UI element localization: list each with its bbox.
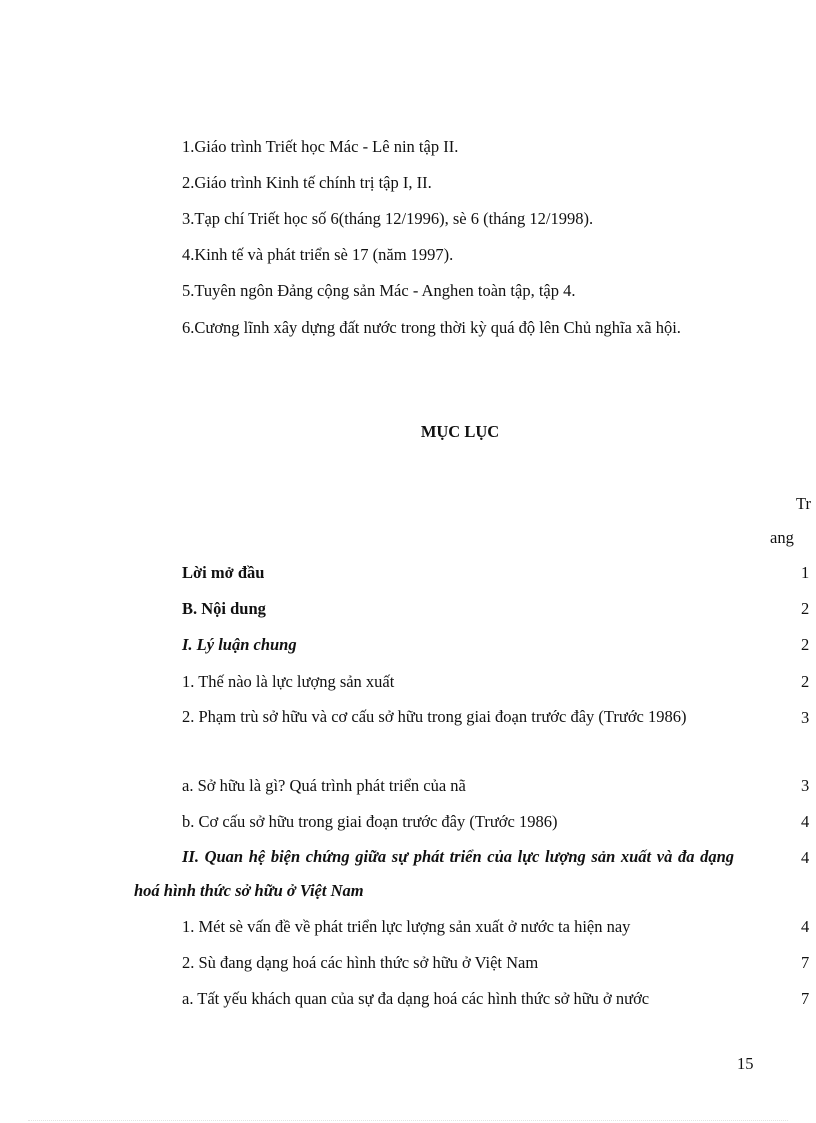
reference-item: 1.Giáo trình Triết học Mác - Lê nin tập II. — [182, 137, 459, 156]
toc-page-header: Tr — [796, 494, 811, 513]
toc-entry: 2. Phạm trù sở hữu và cơ cấu sở hữu trong giai đoạn trước đây (Trước 1986) — [182, 707, 687, 726]
toc-page-header: ang — [770, 528, 794, 547]
toc-entry: B. Nội dung — [182, 599, 266, 618]
toc-title: MỤC LỤC — [420, 422, 500, 441]
toc-entry: I. Lý luận chung — [182, 635, 297, 654]
toc-entry-page: 2 — [801, 599, 810, 618]
toc-entry-page: 2 — [801, 635, 810, 654]
toc-entry-page: 4 — [801, 917, 810, 936]
toc-entry: Lời mở đầu — [182, 563, 265, 582]
toc-entry-page: 7 — [801, 953, 810, 972]
toc-entry: b. Cơ cấu sở hữu trong giai đoạn trước đây (Trước 1986) — [182, 812, 558, 831]
reference-item: 3.Tạp chí Triết học số 6(tháng 12/1996), sè 6 (tháng 12/1998). — [182, 209, 594, 228]
toc-entry: 1. Mét sè vấn đề về phát triển lực lượng sản xuất ở nước ta hiện nay — [182, 917, 631, 936]
page-number: 15 — [737, 1054, 754, 1073]
toc-entry: 1. Thế nào là lực lượng sản xuất — [182, 672, 395, 691]
toc-entry-page: 3 — [801, 776, 810, 795]
toc-entry-page: 1 — [801, 563, 810, 582]
page-bottom-rule — [28, 1120, 788, 1121]
toc-entry: a. Tất yếu khách quan của sự đa dạng hoá các hình thức sở hữu ở nước — [182, 989, 650, 1008]
toc-entry-page: 4 — [801, 812, 810, 831]
toc-entry: II. Quan hệ biện chứng giữa sự phát triển của lực lượng sản xuất và đa dạng hoá hình thức sở hữu ở Việt Nam — [134, 847, 734, 900]
toc-entry-page: 7 — [801, 989, 810, 1008]
reference-item: 5.Tuyên ngôn Đảng cộng sản Mác - Anghen toàn tập, tập 4. — [182, 281, 576, 300]
toc-entry: 2. Sù đang dạng hoá các hình thức sở hữu ở Việt Nam — [182, 953, 539, 972]
toc-entry-page: 2 — [801, 672, 810, 691]
toc-entry-page: 4 — [801, 848, 810, 867]
reference-item: 6.Cương lĩnh xây dựng đất nước trong thời kỳ quá độ lên Chủ nghĩa xã hội. — [182, 318, 681, 337]
toc-entry-page: 3 — [801, 708, 810, 727]
reference-item: 4.Kinh tế và phát triển sè 17 (năm 1997). — [182, 245, 454, 264]
reference-item: 2.Giáo trình Kinh tế chính trị tập I, II. — [182, 173, 432, 192]
toc-entry: a. Sở hữu là gì? Quá trình phát triển của nã — [182, 776, 466, 795]
